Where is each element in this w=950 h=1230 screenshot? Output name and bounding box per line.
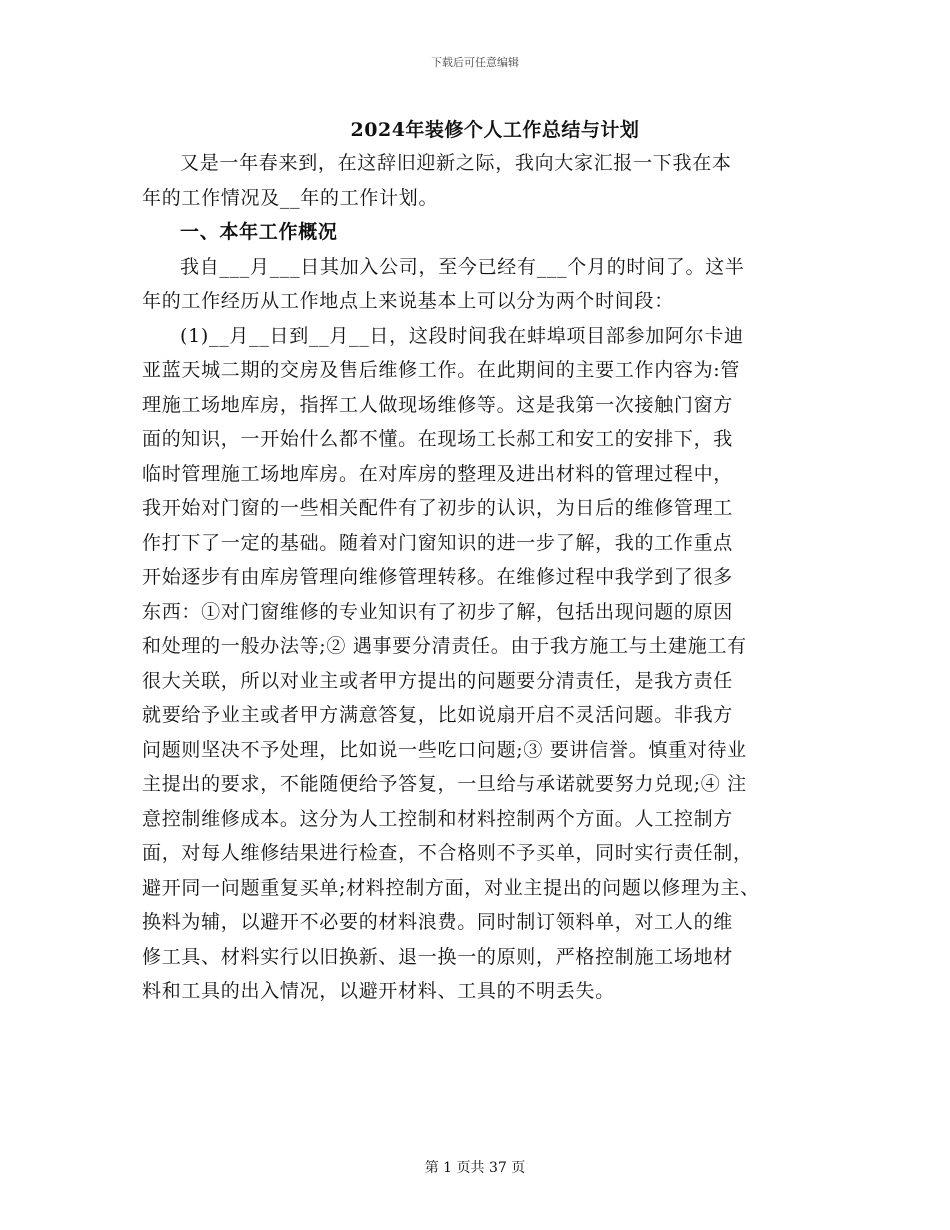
document-title: 2024年装修个人工作总结与计划 (350, 119, 640, 141)
document-body (142, 146, 822, 1009)
paragraph-line: 修工具、材料实行以旧换新、退一换一的原则，严格控制施工场地材 (142, 945, 734, 968)
paragraph-line: 避开同一问题重复买单;材料控制方面，对业主提出的问题以修理为主、 (142, 876, 760, 899)
paragraph-line: 料和工具的出入情况，以避开材料、工具的不明丢失。 (142, 980, 615, 1002)
paragraph-line: (1)__月__日到__月__日，这段时间我在蚌埠项目部参加阿尔卡迪 (180, 324, 744, 347)
paragraph-line: 主提出的要求，不能随便给予答复，一旦给与承诺就要努力兑现;④ 注 (142, 773, 747, 795)
section-heading: 一、本年工作概况 (180, 221, 338, 243)
page-number: 第 1 页共 37 页 (424, 1160, 526, 1176)
paragraph-line: 东西：①对门窗维修的专业知识有了初步了解，包括出现问题的原因 (142, 600, 734, 623)
paragraph-line: 开始逐步有由库房管理向维修管理转移。在维修过程中我学到了很多 (142, 566, 734, 588)
paragraph-line: 面的知识，一开始什么都不懂。在现场工长郝工和安工的安排下，我 (142, 428, 734, 450)
paragraph-line: 年的工作经历从工作地点上来说基本上可以分为两个时间段： (142, 290, 674, 312)
header-note: 下载后可任意编辑 (431, 56, 519, 69)
paragraph-line: 又是一年春来到，在这辞旧迎新之际，我向大家汇报一下我在本 (180, 152, 732, 174)
paragraph-line: 和处理的一般办法等;② 遇事要分清责任。由于我方施工与土建施工有 (142, 635, 747, 657)
paragraph-line: 面，对每人维修结果进行检查，不合格则不予买单，同时实行责任制， (142, 842, 753, 864)
paragraph-line: 临时管理施工场地库房。在对库房的整理及进出材料的管理过程中， (142, 462, 734, 485)
paragraph-line: 就要给予业主或者甲方满意答复，比如说扇开启不灵活问题。非我方 (142, 704, 734, 726)
paragraph-line: 很大关联，所以对业主或者甲方提出的问题要分清责任，是我方责任 (142, 669, 734, 692)
paragraph-line: 意控制维修成本。这分为人工控制和材料控制两个方面。人工控制方 (142, 807, 734, 830)
paragraph-line: 换料为辅，以避开不必要的材料浪费。同时制订领料单，对工人的维 (142, 911, 734, 933)
paragraph-line: 亚蓝天城二期的交房及售后维修工作。在此期间的主要工作内容为:管 (142, 359, 741, 381)
paragraph-line: 理施工场地库房，指挥工人做现场维修等。这是我第一次接触门窗方 (142, 393, 734, 416)
paragraph-line: 问题则坚决不予处理，比如说一些吃口问题;③ 要讲信誉。慎重对待业 (142, 738, 747, 761)
paragraph-line: 作打下了一定的基础。随着对门窗知识的进一步了解，我的工作重点 (142, 531, 734, 554)
paragraph-line: 年的工作情况及__年的工作计划。 (142, 186, 439, 209)
paragraph-line: 我自___月___日其加入公司，至今已经有___个月的时间了。这半 (180, 255, 745, 278)
paragraph-line: 我开始对门窗的一些相关配件有了初步的认识，为日后的维修管理工 (142, 497, 734, 519)
